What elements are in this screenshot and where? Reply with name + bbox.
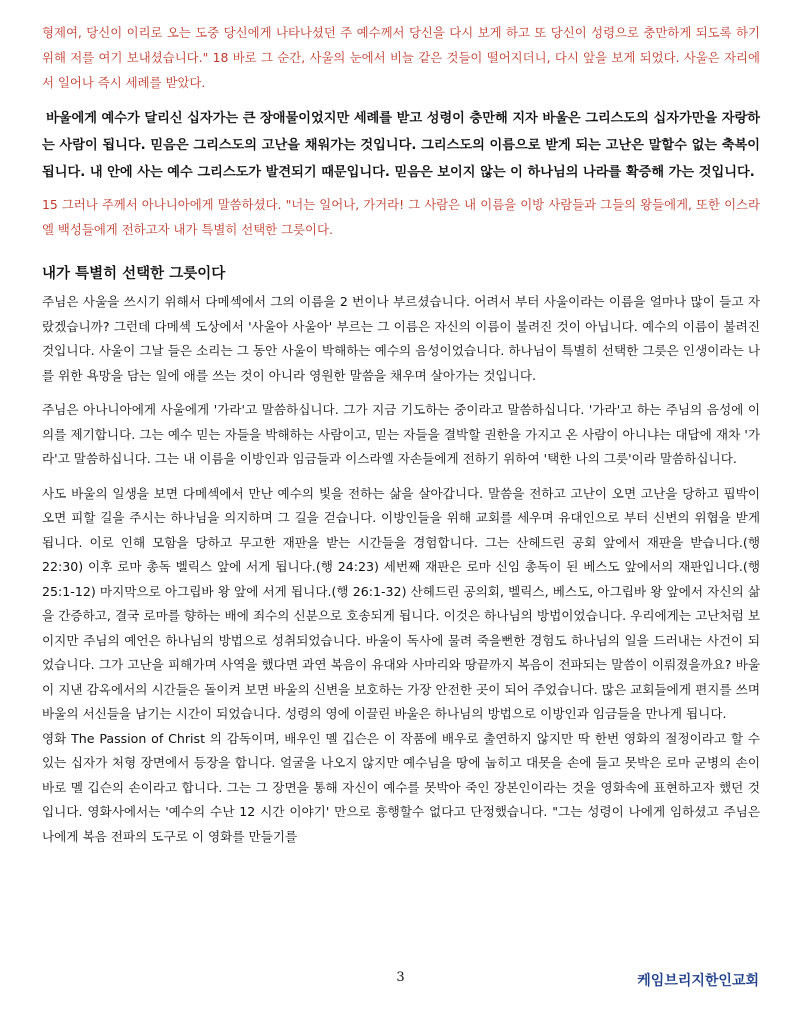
section-heading: 내가 특별히 선택한 그릇이다 xyxy=(42,266,226,282)
church-name-footer: 케임브리지한인교회 xyxy=(637,973,759,989)
body-paragraph: 사도 바울의 일생을 보면 다메섹에서 만난 예수의 빛을 전하는 삶을 살아갑니다. 말씀을 전하고 고난이 오면 고난을 당하고 핍박이 오면 피할 길을 주시는 하나님을 의지하며 그 길을 걷습니다. 이방인들을 위해 교회를 세우며 유대인으로 부터 신변의 위협을 받게 됩니다. 이로 인해 모함을 당하고 무고한 재판을 받는 시간들을 경험합니다. 그는 산헤드린 공회 앞에서 재판을 받습니다.(행 22:30) 이후 로마 총독 벨릭스 앞에 서게 됩니다.(행 24:23) 세번째 재판은 로마 신임 총독이 된 베스도 앞에서의 재판입니다.(행 25:1-12) 마지막으로 아그립바 왕 앞에 서게 됩니다.(행 26:1-32) 산헤드린 공의회, 벨릭스, 베스도, 아그립바 왕 앞에서 자신의 삶을 간증하고, 결국 로마를 향하는 배에 죄수의 신분으로 호송되게 됩니다. 이것은 하나님의 방법이었습니다. 우리에게는 고난처럼 보이지만 주님의 예언은 하나님의 방법으로 성취되었습니다. 바울이 독사에 물려 죽을뻔한 경험도 하나님의 일을 드러내는 사건이 되었습니다. 그가 고난을 피해가며 사역을 했다면 과연 복음이 유대와 사마리와 땅끝까지 복음이 전파되는 말씀이 이뤄졌을까요? 바울이 지낸 감옥에서의 시간들은 돌이켜 보면 바울의 신변을 보호하는 가장 안전한 곳이 되어 주었습니다. 많은 교회들에게 편지를 쓰며 바울의 서신들을 남기는 시간이 되었습니다. 성령의 영에 이끌린 바울은 하나님의 방법으로 이방인과 임금들을 만나게 됩니다. xyxy=(42,485,760,721)
body-paragraph: 주님은 사울을 쓰시기 위해서 다메섹에서 그의 이름을 2 번이나 부르셨습니다. 어려서 부터 사울이라는 이름을 얼마나 많이 들고 자랐겠습니까? 그런데 다메섹 도상에서 '사울아 사울아' 부르는 그 이름은 자신의 이름이 불려진 것이 아닙니다. 예수의 이름이 불려진 것입니다. 사울이 그날 들은 소리는 그 동안 사울이 박해하는 예수의 음성이었습니다. 하나님이 특별히 선택한 그릇은 인생이라는 나를 위한 욕망을 담는 일에 애를 쓰는 것이 아니라 영원한 말씀을 채우며 살아가는 것입니다. xyxy=(42,294,760,383)
body-paragraph: 주님은 아나니아에게 사울에게 '가라'고 말씀하십니다. 그가 지금 기도하는 중이라고 말씀하십니다. '가라'고 하는 주님의 음성에 이의를 제기합니다. 그는 예수 믿는 자들을 박해하는 사람이고, 믿는 자들을 결박할 권한을 가지고 온 사람이 아니냐는 대답에 재차 '가라'고 말씀하십니다. 그는 내 이름을 이방인과 임금들과 이스라엘 자손들에게 전하기 위하여 '택한 나의 그릇'이라 말씀하십니다. xyxy=(42,402,760,466)
intro-paragraph: 바울에게 예수가 달리신 십자가는 큰 장애물이었지만 세례를 받고 성령이 충만해 지자 바울은 그리스도의 십자가만을 자랑하는 사람이 됩니다. 믿음은 그리스도의 고난을 채워가는 것입니다. 그리스도의 이름으로 받게 되는 고난은 말할수 없는 축복이 됩니다. 내 안에 사는 예수 그리스도가 발견되기 때문입니다. 믿음은 보이지 않는 이 하나님의 나라를 확증해 가는 것입니다. xyxy=(42,111,760,180)
document-page xyxy=(42,20,760,849)
body-paragraph: 영화 The Passion of Christ 의 감독이며, 배우인 멜 깁슨은 이 작품에 배우로 출연하지 않지만 딱 한번 영화의 절정이라고 할 수 있는 십자가 처형 장면에서 등장을 합니다. 얼굴을 나오지 않지만 예수님을 땅에 눕히고 대못을 손에 들고 못박은 로마 군병의 손이 바로 멜 깁슨의 손이라고 합니다. 그는 그 장면을 통해 자신이 예수를 못박아 죽인 장본인이라는 것을 영화속에 표현하고자 했던 것입니다. 영화사에서는 '예수의 수난 12 시간 이야기' 만으로 흥행할수 없다고 단정했습니다. "그는 성령이 나에게 임하셨고 주님은 나에게 복음 전파의 도구로 이 영화를 만들기를 xyxy=(42,730,760,844)
scripture-verse-15: 15 그러나 주께서 아나니아에게 말씀하셨다. "너는 일어나, 가거라! 그 사람은 내 이름을 이방 사람들과 그들의 왕들에게, 또한 이스라엘 백성들에게 전하고자 내가 특별히 선택한 그릇이다. xyxy=(42,197,760,237)
page-number: 3 xyxy=(396,970,405,985)
scripture-quote: 형제여, 당신이 이리로 오는 도중 당신에게 나타나셨던 주 예수께서 당신을 다시 보게 하고 또 당신이 성령으로 충만하게 되도록 하기 위해 저를 여기 보내셨습니다." 18 바로 그 순간, 사울의 눈에서 비늘 같은 것들이 떨어지더니, 다시 앞을 보게 되었다. 사울은 자리에서 일어나 즉시 세례를 받았다. xyxy=(42,25,760,90)
